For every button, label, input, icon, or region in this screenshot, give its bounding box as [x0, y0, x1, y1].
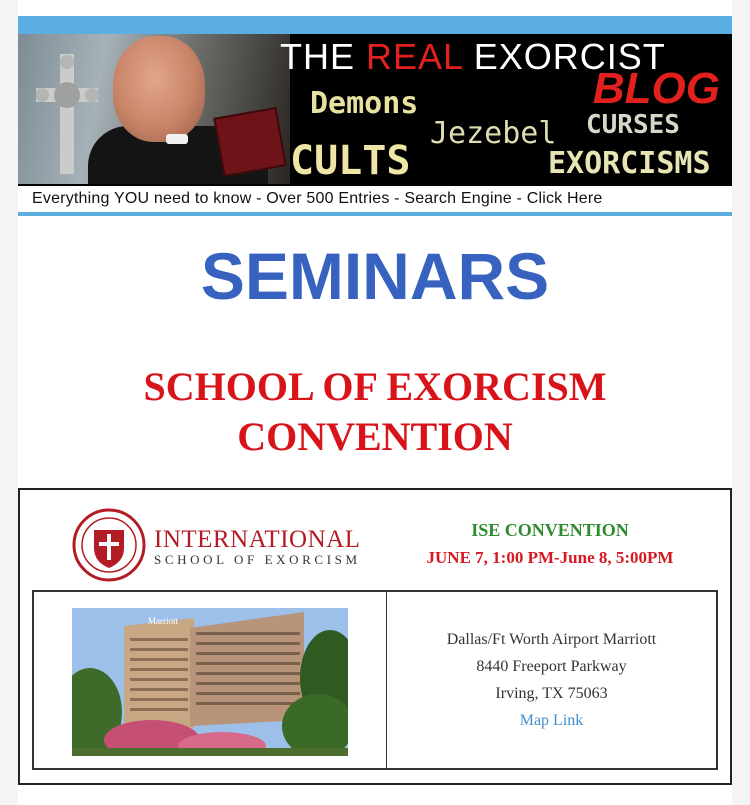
- venue-box: [32, 590, 718, 770]
- hotel-sign: Marriott: [148, 616, 178, 626]
- blog-word: BLOG: [592, 64, 720, 113]
- convention-title: ISE CONVENTION: [471, 520, 629, 540]
- page-title: SEMINARS: [200, 239, 550, 313]
- banner-image[interactable]: [18, 34, 732, 212]
- word-curses: CURSES: [586, 110, 680, 140]
- map-link[interactable]: Map Link: [519, 712, 584, 729]
- banner-photo: [18, 34, 290, 184]
- priest-collar: [166, 134, 188, 144]
- title-suffix: EXORCIST: [473, 36, 666, 77]
- page-subtitle: [18, 362, 732, 462]
- org-name: INTERNATIONAL: [154, 526, 361, 553]
- subtitle-line-1: SCHOOL OF EXORCISM: [143, 364, 607, 409]
- book-icon: [213, 107, 286, 177]
- convention-dates: JUNE 7, 1:00 PM-June 8, 5:00PM: [426, 548, 674, 567]
- venue-street: 8440 Freeport Parkway: [476, 658, 627, 675]
- venue-name: Dallas/Ft Worth Airport Marriott: [446, 631, 657, 648]
- hotel-photo: [72, 608, 348, 756]
- subtitle-line-2: CONVENTION: [237, 414, 513, 459]
- school-seal-logo: [72, 508, 146, 582]
- word-jezebel: Jezebel: [430, 116, 557, 151]
- word-demons: Demons: [310, 86, 419, 121]
- title-highlight: REAL: [366, 36, 463, 77]
- org-name-secondary: SCHOOL OF EXORCISM: [154, 552, 361, 567]
- event-box: [18, 488, 732, 785]
- venue-address: [387, 626, 716, 734]
- priest-face: [113, 36, 205, 142]
- banner-tagline-bar[interactable]: [18, 184, 732, 212]
- venue-city: Irving, TX 75063: [495, 685, 608, 702]
- word-exorcisms: EXORCISMS: [548, 146, 711, 181]
- banner-tagline[interactable]: Everything YOU need to know - Over 500 Entries - Search Engine - Click Here: [32, 190, 603, 207]
- banner-title-area: [280, 34, 732, 184]
- blog-banner[interactable]: [18, 16, 732, 216]
- word-cults: CULTS: [290, 138, 411, 184]
- hotel-illustration: [72, 608, 348, 756]
- page: [18, 0, 732, 805]
- title-prefix: THE: [280, 36, 355, 77]
